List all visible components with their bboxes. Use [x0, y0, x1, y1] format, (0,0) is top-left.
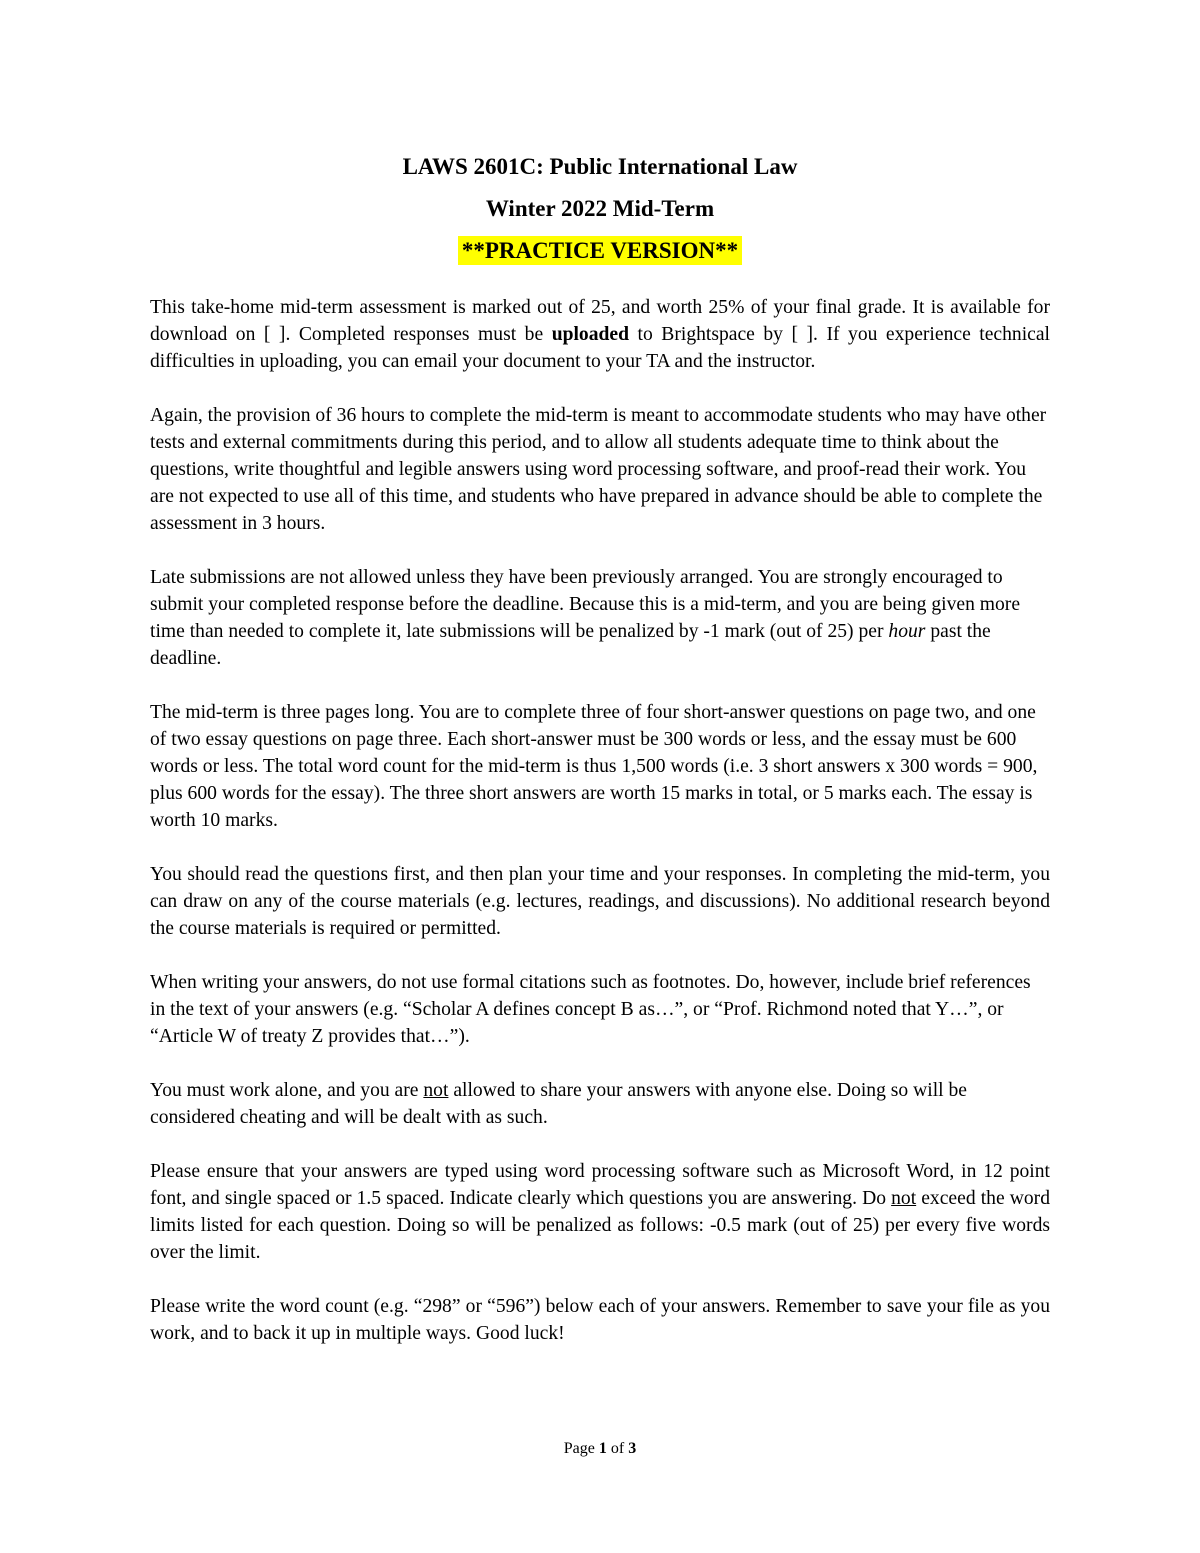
- paragraph-word-count: Please write the word count (e.g. “298” or “596”) below each of your answers. Remember to save your file as you work, and to back it up in multiple ways. Good luck!: [150, 1296, 1050, 1344]
- term-title: Winter 2022 Mid-Term: [485, 196, 715, 221]
- instructions-body: [150, 294, 1050, 1374]
- text-span: allowed to share your answers with anyone else. Doing so will be considered cheating and will be dealt with as such.: [150, 1080, 967, 1128]
- text-span: Please ensure that your answers are typed using word processing software such as Microsoft Word, in 12 point font, and single spaced or 1.5 spaced. Indicate clearly which questions you are answering. Do: [150, 1161, 1050, 1209]
- course-title: LAWS 2601C: Public International Law: [402, 154, 798, 179]
- practice-version-label: **PRACTICE VERSION**: [458, 236, 742, 265]
- text-span: This take-home mid-term assessment is marked out of 25, and worth 25% of your final grade. It is available for download on [ ]. Completed responses must be: [150, 297, 1050, 345]
- paragraph-academic-integrity: [150, 1077, 1050, 1131]
- paragraph-structure: The mid-term is three pages long. You are to complete three of four short-answer questions on page two, and one of two essay questions on page three. Each short-answer must be 300 words or less, and the essay must be 600 words or less. The total word count for the mid-term is thus 1,500 words (i.e. 3 short answers x 300 words = 900, plus 600 words for the essay). The three short answers are worth 15 marks in total, or 5 marks each. The essay is worth 10 marks.: [150, 702, 1038, 831]
- page-footer: [0, 1438, 1200, 1460]
- emphasis-uploaded: uploaded: [551, 324, 630, 345]
- text-span: to Brightspace by [ ]. If you experience technical difficulties in uploading, you can email your document to your TA and the instructor.: [150, 324, 1050, 372]
- emphasis-not: not: [423, 1080, 449, 1101]
- paragraph-citations: When writing your answers, do not use formal citations such as footnotes. Do, however, include brief references in the text of your answers (e.g. “Scholar A defines concept B as…”, or “Prof. Richmond noted that Y…”, or “Article W of treaty Z provides that…”).: [150, 972, 1031, 1047]
- page-current: 1: [598, 1440, 607, 1457]
- text-span: You must work alone, and you are: [150, 1080, 424, 1101]
- of-word: of: [606, 1440, 629, 1457]
- text-span: Late submissions are not allowed unless they have been previously arranged. You are strongly encouraged to submit your completed response before the deadline. Because this is a mid-term, and you are being given more time than needed to complete it, late submissions will be penalized by -1 mark (out of 25) per: [150, 567, 1021, 642]
- page-word: Page: [563, 1440, 599, 1457]
- title-block: [0, 152, 1200, 269]
- text-span: exceed the word limits listed for each question. Doing so will be penalized as follows: -0.5 mark (out of 25) per every five words over the limit.: [150, 1188, 1050, 1263]
- paragraph-time-allowance: Again, the provision of 36 hours to complete the mid-term is meant to accommodate students who may have other tests and external commitments during this period, and to allow all students adequate time to think about the questions, write thoughtful and legible answers using word processing software, and proof-read their work. You are not expected to use all of this time, and students who have prepared in advance should be able to complete the assessment in 3 hours.: [150, 405, 1047, 534]
- paragraph-planning: You should read the questions first, and then plan your time and your responses. In completing the mid-term, you can draw on any of the course materials (e.g. lectures, readings, and discussions). No additional research beyond the course materials is required or permitted.: [150, 864, 1050, 939]
- emphasis-not: not: [891, 1188, 917, 1209]
- practice-label-wrap: [0, 236, 1200, 269]
- text-span: past the deadline.: [150, 621, 991, 669]
- paragraph-formatting: [150, 1158, 1050, 1266]
- page-total: 3: [628, 1440, 637, 1457]
- emphasis-hour: hour: [888, 621, 926, 642]
- paragraph-assessment-overview: [150, 294, 1050, 375]
- paragraph-late-submissions: [150, 564, 1050, 672]
